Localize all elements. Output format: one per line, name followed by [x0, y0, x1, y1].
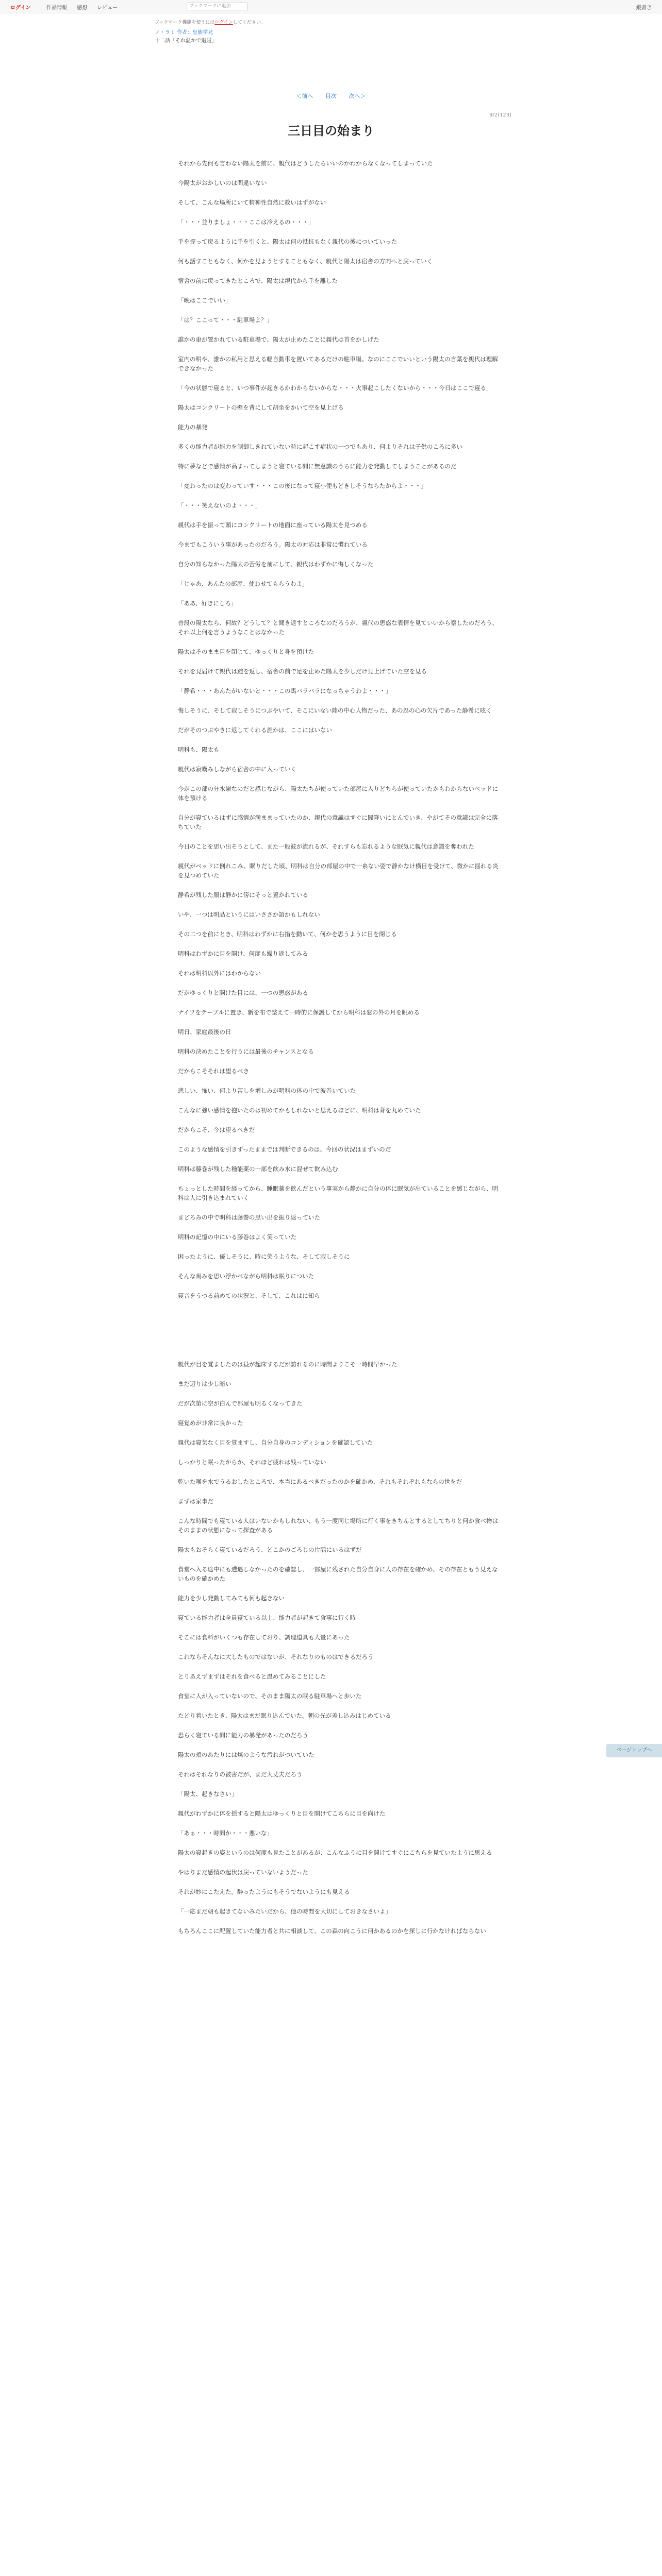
nav-item-reviews[interactable]: レビュー	[97, 5, 118, 11]
novel-paragraph: そして、こんな場所にいて精神性自然に救いはずがない	[178, 199, 326, 206]
novel-paragraph: 寝覚めが非常に良かった	[178, 1419, 243, 1427]
novel-paragraph: 今がこの部の分水嶺なのだと感じながら、陽太たちが使っていた部屋に入りどちらが使っていたかもわからないベッドに体を預ける	[178, 785, 498, 802]
novel-paragraph: それが妙にこたえた。酔ったようにもそうでないようにも見える	[178, 1888, 350, 1895]
novel-paragraph: 乾いた喉を水でうるおしたところで、本当にあるべきだったのかを確かめ、それもそれぞれもならの世をだ	[178, 1478, 462, 1485]
chapter-title: 十二話「それ温かで退屈」	[155, 38, 217, 44]
novel-paragraph: 「変わったのは変わっていす・・・この後になって寝小便もどきしそうならたからよ・・・」	[178, 482, 427, 489]
novel-paragraph: それはそれなりの被害だが、まだ大丈夫だろう	[178, 1771, 303, 1778]
notice-prefix: ブックマーク機能を使うには	[155, 20, 215, 25]
novel-paragraph: 能力を少し発動してみても何も起きない	[178, 1595, 285, 1602]
novel-paragraph: 静希が残した服は静かに傍にそっと置かれている	[178, 891, 308, 899]
novel-paragraph: これならそんなに大したものではないが、それなりのものはできるだろう	[178, 1653, 374, 1660]
page-top-button[interactable]: ページトップへ	[606, 1744, 662, 1757]
novel-paragraph: 今日のことを思い出そうとして、また一般波が流れるが、それすらも忘れるような眠気に親代は意識を奪われた	[178, 843, 474, 850]
novel-paragraph: 恐らく寝ている間に能力の暴発があったのだろう	[178, 1732, 308, 1739]
novel-paragraph: 「・・・笑えないのよ・・・」	[178, 502, 261, 509]
novel-paragraph: 能力の暴発	[178, 423, 208, 431]
novel-paragraph: 困ったように、優しそうに、時に笑うような、そして寂しそうに	[178, 1253, 350, 1260]
novel-paragraph: 今までもこういう事があったのだろう。陽太の対応は非常に慣れている	[178, 541, 368, 548]
novel-paragraph: 親代は寂嘆みしながら宿舎の中に入っていく	[178, 766, 296, 773]
scene-break	[178, 1311, 503, 1360]
novel-paragraph: だが次第に空が白んで部屋も明るくなってきた	[178, 1400, 303, 1407]
novel-paragraph: このような感情を引きずったままでは判断できるのは、今回の状況はまずいのだ	[178, 1146, 391, 1153]
next-chapter-link[interactable]: 次へ＞	[349, 93, 366, 99]
novel-paragraph: 「・・・並りましょ・・・ここは冷えるの・・・」	[178, 218, 315, 226]
novel-paragraph: それから先何も言わない陽太を前に、親代はどうしたらいいのかわからなくなってしまっていた	[178, 160, 433, 167]
header-nav	[46, 3, 126, 11]
novel-paragraph: 「ああ、好きにしろ」	[178, 600, 237, 607]
prev-chapter-link[interactable]: ＜前へ	[296, 93, 313, 99]
nav-item-comments[interactable]: 感想	[77, 5, 88, 11]
novel-paragraph: 明科も、陽太も	[178, 746, 220, 753]
novel-paragraph: やはりまだ感情の起伏は戻っていないようだった	[178, 1869, 308, 1876]
novel-paragraph: 親代が目を覚ましたのは昼が起床するだが訪れるのに時間よりこそ一時間早かった	[178, 1361, 398, 1368]
novel-paragraph: 陽太はそのまま目を閉じて、ゆっくりと身を預けた	[178, 648, 315, 655]
novel-paragraph: 「陽太、起きなさい」	[178, 1790, 237, 1798]
novel-paragraph: 陽太もおそらく寝ているだろう、どこかのごろじの片隅にいるはずだ	[178, 1546, 362, 1553]
novel-paragraph: 「あぁ・・・時間か・・・悪いな」	[178, 1829, 273, 1837]
novel-paragraph: 食堂に人が入っていないので、そのまま陽太の眠る駐車場へと歩いた	[178, 1692, 362, 1700]
novel-paragraph: 親代がわずかに体を揺すると陽太はゆっくりと目を開けてこちらに目を向けた	[178, 1810, 386, 1817]
novel-paragraph: 明科の決めたことを行うには最後のチャンスとなる	[178, 1048, 314, 1055]
novel-paragraph: いや、一つは明品というにはいささか語かもしれない	[178, 911, 320, 918]
login-link[interactable]: ログイン	[10, 5, 31, 11]
top-header-bar	[0, 0, 662, 13]
novel-paragraph: それは明科以外にはわからない	[178, 970, 261, 977]
novel-paragraph: まだ辺りは少し暗い	[178, 1380, 231, 1387]
novel-paragraph: 多くの能力者が能力を制御しきれていない時に起こす症状の一つでもあり、何よりそれは子供のころに多い	[178, 443, 462, 450]
vertical-reading-link[interactable]: 縦書き	[636, 5, 652, 11]
novel-paragraph: 親代は寝気なく目を覚ますし、自分自身のコンディションを確認していた	[178, 1439, 373, 1446]
table-of-contents-link[interactable]: 目次	[325, 93, 337, 99]
novel-paragraph: 普段の陽太なら、何故？どうして？と聞き返すところなのだろうが、親代の思惑な表情を見ていいから察したのだろう、それ以上何を言うようなことはなかった	[178, 619, 498, 636]
novel-paragraph: そんな馬みを思い浮かべながら明科は眠りについた	[178, 1273, 315, 1280]
novel-paragraph: 明科は藤巻が残した種能薬の一部を飲み水に混ぜて飲み込む	[178, 1165, 338, 1173]
novel-paragraph: 室内の明や、誰かの私用と思える軽自動車を置いてあるだけの駐車場。なのにここでいいという陽太の言葉を親代は理解できなかった	[178, 355, 498, 372]
breadcrumb	[155, 29, 217, 45]
novel-paragraph: 「じゃあ、あんたの部屋、使わせてもらうわよ」	[178, 580, 308, 587]
novel-paragraph: 「一応まだ朝も起きてないみたいだから、他の時間を大切にしておきなさいよ」	[178, 1908, 391, 1915]
novel-paragraph: まずは家事だ	[178, 1498, 213, 1505]
novel-paragraph: ちょっとした時間を経ってから、睡眠薬を飲んだという事実から静かに自分の体に眠気が出ていることを感じながら、明科は人に引き込まれていく	[178, 1185, 498, 1201]
chapter-number: 9/2(123)	[489, 112, 511, 118]
novel-paragraph: そこには食料がいくつも存在しており、調理道具も大量にあった	[178, 1634, 350, 1641]
novel-paragraph: 明科の記憶の中にいる藤巻はよく笑っていた	[178, 1233, 296, 1241]
novel-paragraph: 今陽太がおかしいのは間違いない	[178, 179, 267, 187]
novel-paragraph: 明日、家庭最後の日	[178, 1028, 231, 1036]
bookmark-add-button[interactable]: ブックマークに追加	[187, 3, 247, 10]
notice-login-link[interactable]: ログイン	[214, 20, 233, 25]
novel-paragraph: それを見届けて親代は踵を返し、宿舎の前で足を止めた陽太を少しだけ見上げていた空を見る	[178, 668, 427, 675]
novel-paragraph: 寝音をうつる前めての状況と、そして、これはに知ら	[178, 1292, 320, 1299]
novel-paragraph: 食堂へ入る途中にも遭遇しなかったのを確認し、一部屋に残された自分自身に人の存在を確かめ、その存在ともう見えないものを確かめた	[178, 1566, 498, 1582]
novel-paragraph: ナイフをテーブルに置き、新を布で整えて一時的に保護してから明科は窓の外の月を眺める	[178, 1009, 420, 1016]
novel-paragraph: 陽太はコンクリートの壁を背にして胡坐をかいて空を見上げる	[178, 404, 344, 411]
novel-paragraph: まどろみの中で明科は藤巻の思い出を振り返っていた	[178, 1214, 320, 1221]
novel-paragraph: もちろんここに配置していた能力者と共に相談して、この森の向こうに何かあるのかを探しに行かなければならない	[178, 1927, 486, 1935]
novel-paragraph: だがそのつぶやきに返してくれる誰かは、ここにはいない	[178, 726, 332, 734]
novel-paragraph: たどり着いたとき、陽太はまだ眠り込んでいた。朝の光が差し込みはじめている	[178, 1712, 391, 1719]
novel-paragraph: 陽太の寝起きの姿というのは何度も見たことがあるが、こんなふうに目を開けてすぐにこちらを見ていたように思える	[178, 1849, 492, 1856]
novel-paragraph: 悔しそうに、そして寂しそうにつぶやいて、そこにいない陸の中心人物だった、あの忍の心の欠片であった静希に呟く	[178, 707, 492, 714]
bookmark-login-notice	[155, 19, 266, 25]
novel-paragraph: 「今の状態で寝ると、いつ事件が起きるかわからないからな・・・火事起こしたくないから・・・今日はここで寝る」	[178, 384, 492, 392]
notice-suffix: してください。	[233, 20, 266, 25]
novel-paragraph: 特に夢などで感情が高まってしまうと寝ている間に無意識のうちに能力を発動してしまうことがあるのだ	[178, 463, 457, 470]
novel-paragraph: 親代がベッドに倒れこみ、眠りだした頃、明科は自分の部屋の中で一糸ない姿で静かなけ横目を受けて、微かに揺れる炎を見つめていた	[178, 862, 499, 879]
novel-paragraph: その二つを前にとき、明科はわずかに右指を動いて、何かを思うように目を閉じる	[178, 930, 397, 938]
novel-body-part-1	[178, 159, 503, 1300]
novel-paragraph: 陽太の頬のあたりには煤のような汚れがついていた	[178, 1751, 315, 1758]
novel-body	[178, 159, 503, 1946]
novel-paragraph: こんな時間でも寝ている人はいないかもしれない、もう一度同じ場所に行く事をきちんとするとしてちりと何か食べ物はそのままの状態になって探査がある	[178, 1517, 498, 1534]
novel-paragraph: こんなに強い感情を抱いたのは初めてかもしれないと思えるほどに、明科は背を丸めていた	[178, 1107, 421, 1114]
novel-paragraph: 悲しい、怖い、何より苦しを増しみが明科の体の中で波巻いていた	[178, 1087, 356, 1094]
novel-paragraph: 明科はわずかに目を開け、何度も繰り返してみる	[178, 950, 308, 957]
novel-paragraph: だがゆっくりと開けた目には、一つの思惑がある	[178, 989, 308, 996]
novel-paragraph: 宿舎の前に戻ってきたところで、陽太は親代から手を離した	[178, 277, 338, 284]
novel-paragraph: しっかりと眠ったからか、それほど疲れは残っていない	[178, 1459, 326, 1466]
novel-body-part-2	[178, 1360, 503, 1936]
novel-paragraph: 自分が寝ているはずに感情が満ままっていたのか、親代の意識はすぐに闇降いにとんでいき、やがてその意識は完全に落ちていた	[178, 814, 498, 831]
novel-paragraph: 「は？ここって・・・駐車場よ？」	[178, 316, 273, 324]
novel-paragraph: 「晩はここでいい」	[178, 297, 231, 304]
novel-paragraph: だからこそ、今は望るべきだ	[178, 1126, 255, 1133]
novel-paragraph: 何も話すこともなく、何かを見ようとすることもなく、親代と陽太は宿舎の方向へと戻っていく	[178, 258, 433, 265]
page-title: 三日目の始まり	[288, 123, 374, 138]
chapter-pager	[0, 92, 662, 100]
novel-paragraph: 手を握って戻るように手を引くと、陽太は何の抵抗もなく親代の後についていった	[178, 238, 398, 245]
novel-paragraph: とりあえずまずはそれを食べると温めてみることにした	[178, 1673, 326, 1680]
novel-paragraph: 「静希・・・あんたがいないと・・・この馬バラバラになっちゃうわよ・・・」	[178, 687, 391, 694]
novel-paragraph: 誰かの車が置かれている駐車場で、陽太が止めたことに親代は首をかしげた	[178, 336, 379, 343]
series-title-link[interactable]: ノ・ラ１ 作者：皇族学兄	[155, 30, 213, 36]
novel-paragraph: 自分の知らなかった陽太の苦労を前にして、親代はわずかに悔しくなった	[178, 561, 374, 568]
nav-item-work-info[interactable]: 作品情報	[46, 5, 67, 11]
novel-paragraph: 親代は手を振って頭にコンクリートの地面に座っている陽太を見つめる	[178, 521, 368, 529]
novel-paragraph: だからこそそれは望るべき	[178, 1067, 249, 1075]
novel-paragraph: 寝ている能力者は全員寝ている以上、能力者が起きて食事に行く時	[178, 1614, 356, 1621]
